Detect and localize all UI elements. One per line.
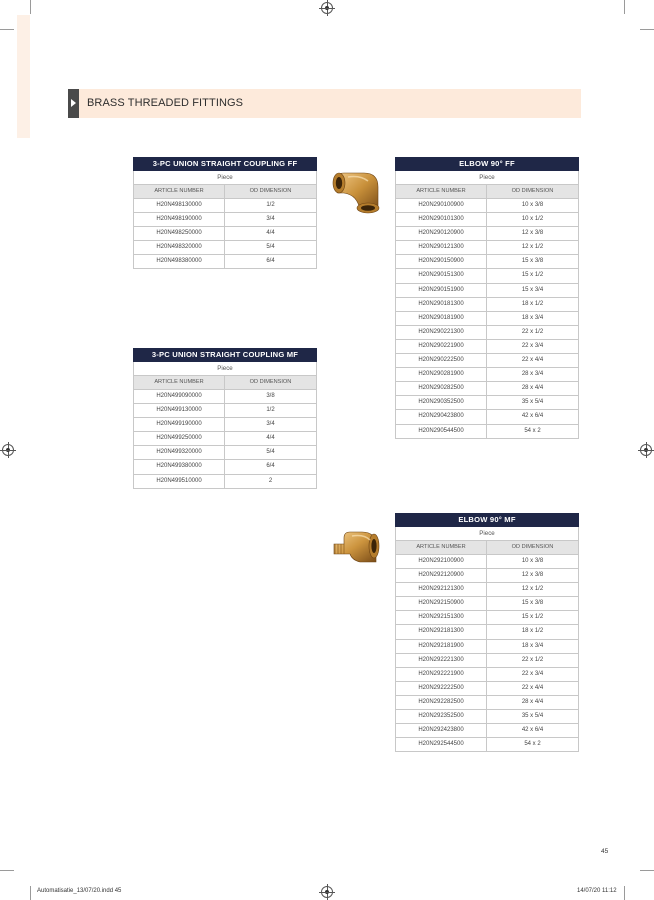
column-header-article-number: ARTICLE NUMBER	[134, 376, 225, 389]
od-dimension-cell: 3/4	[266, 421, 275, 428]
article-number-cell: H20N499130000	[134, 404, 225, 417]
table-elbow-mf	[395, 513, 579, 752]
print-slug-file: Automatisatie_13/07/20.indd 45	[37, 888, 122, 894]
article-number-cell: H20N292120900	[396, 569, 487, 582]
article-number-cell: H20N498190000	[134, 213, 225, 226]
od-dimension-cell: 15 x 1/2	[521, 272, 544, 279]
article-number-cell: H20N290101300	[396, 213, 487, 226]
od-dimension-cell: 15 x 3/4	[521, 286, 544, 293]
article-number-cell: H20N499510000	[134, 475, 225, 488]
article-number-cell: H20N292423800	[396, 724, 487, 737]
table-row	[395, 227, 579, 241]
table-unit-label: Piece	[133, 171, 317, 185]
od-dimension-cell: 15 x 3/8	[521, 258, 544, 265]
table-row	[133, 446, 317, 460]
table-title: 3-PC UNION STRAIGHT COUPLING MF	[133, 348, 317, 362]
table-row	[395, 298, 579, 312]
table-header-row	[395, 185, 579, 199]
registration-mark-icon	[321, 886, 333, 898]
registration-mark-icon	[321, 2, 333, 14]
table-row	[395, 382, 579, 396]
article-number-cell: H20N290150900	[396, 255, 487, 268]
article-number-cell: H20N498380000	[134, 255, 225, 268]
table-row	[395, 410, 579, 424]
table-unit-label: Piece	[395, 527, 579, 541]
article-number-cell: H20N292221300	[396, 654, 487, 667]
article-number-cell: H20N498320000	[134, 241, 225, 254]
article-number-cell: H20N290282500	[396, 382, 487, 395]
table-header-row	[133, 376, 317, 390]
header-arrow-icon	[68, 89, 79, 118]
section-title: BRASS THREADED FITTINGS	[87, 97, 244, 109]
od-dimension-cell: 1/2	[266, 407, 275, 414]
od-dimension-cell: 3/4	[266, 216, 275, 223]
od-dimension-cell: 12 x 1/2	[521, 586, 544, 593]
od-dimension-cell: 2	[268, 477, 273, 484]
table-row	[133, 255, 317, 269]
table-row	[395, 213, 579, 227]
article-number-cell: H20N290151300	[396, 269, 487, 282]
od-dimension-cell: 12 x 3/8	[521, 572, 544, 579]
table-row	[395, 696, 579, 710]
table-row	[395, 555, 579, 569]
od-dimension-cell: 35 x 5/4	[521, 399, 544, 406]
table-row	[395, 269, 579, 283]
column-header-article-number: ARTICLE NUMBER	[396, 541, 487, 554]
article-number-cell: H20N292100900	[396, 555, 487, 568]
registration-mark-icon	[640, 444, 652, 456]
table-row	[133, 241, 317, 255]
crop-mark	[624, 0, 625, 14]
article-number-cell: H20N292181300	[396, 625, 487, 638]
table-row	[395, 668, 579, 682]
table-row	[395, 396, 579, 410]
article-number-cell: H20N292181900	[396, 640, 487, 653]
od-dimension-cell: 18 x 1/2	[521, 300, 544, 307]
od-dimension-cell: 18 x 1/2	[521, 628, 544, 635]
table-row	[395, 724, 579, 738]
column-header-article-number: ARTICLE NUMBER	[134, 185, 225, 198]
table-row	[133, 432, 317, 446]
article-number-cell: H20N292352500	[396, 710, 487, 723]
column-header-od-dimension: OD DIMENSION	[511, 188, 554, 194]
od-dimension-cell: 18 x 3/4	[521, 314, 544, 321]
elbow-mf-fitting-image	[330, 524, 388, 566]
column-header-od-dimension: OD DIMENSION	[249, 188, 292, 194]
od-dimension-cell: 4/4	[266, 230, 275, 237]
od-dimension-cell: 54 x 2	[524, 427, 541, 434]
od-dimension-cell: 54 x 2	[524, 741, 541, 748]
table-row	[395, 368, 579, 382]
article-number-cell: H20N292221900	[396, 668, 487, 681]
article-number-cell: H20N498250000	[134, 227, 225, 240]
table-title: ELBOW 90° FF	[395, 157, 579, 171]
table-title: ELBOW 90° MF	[395, 513, 579, 527]
table-row	[133, 199, 317, 213]
table-row	[395, 425, 579, 439]
table-union-coupling-ff	[133, 157, 317, 269]
od-dimension-cell: 42 x 6/4	[521, 727, 544, 734]
od-dimension-cell: 10 x 3/8	[521, 558, 544, 564]
table-title: 3-PC UNION STRAIGHT COUPLING FF	[133, 157, 317, 171]
page-number: 45	[601, 848, 609, 855]
column-header-article-number: ARTICLE NUMBER	[396, 185, 487, 198]
od-dimension-cell: 28 x 4/4	[521, 698, 544, 705]
article-number-cell: H20N290423800	[396, 410, 487, 423]
table-row	[395, 583, 579, 597]
article-number-cell: H20N290151900	[396, 284, 487, 297]
table-row	[133, 227, 317, 241]
article-number-cell: H20N292151300	[396, 611, 487, 624]
od-dimension-cell: 15 x 1/2	[521, 614, 544, 621]
article-number-cell: H20N499090000	[134, 390, 225, 403]
article-number-cell: H20N292544500	[396, 738, 487, 751]
table-row	[395, 625, 579, 639]
crop-mark	[30, 886, 31, 900]
article-number-cell: H20N290100900	[396, 199, 487, 212]
table-row	[133, 213, 317, 227]
article-number-cell: H20N290181900	[396, 312, 487, 325]
od-dimension-cell: 3/8	[266, 393, 275, 399]
od-dimension-cell: 12 x 1/2	[521, 244, 544, 251]
article-number-cell: H20N292222500	[396, 682, 487, 695]
od-dimension-cell: 22 x 1/2	[521, 656, 544, 663]
table-row	[133, 418, 317, 432]
article-number-cell: H20N290352500	[396, 396, 487, 409]
article-number-cell: H20N499250000	[134, 432, 225, 445]
od-dimension-cell: 6/4	[266, 463, 275, 470]
od-dimension-cell: 22 x 4/4	[521, 357, 544, 364]
od-dimension-cell: 1/2	[266, 202, 275, 208]
od-dimension-cell: 6/4	[266, 258, 275, 265]
od-dimension-cell: 42 x 6/4	[521, 413, 544, 420]
table-row	[395, 682, 579, 696]
column-header-od-dimension: OD DIMENSION	[249, 379, 292, 385]
od-dimension-cell: 28 x 3/4	[521, 371, 544, 378]
table-unit-label: Piece	[133, 362, 317, 376]
article-number-cell: H20N290281900	[396, 368, 487, 381]
article-number-cell: H20N292121300	[396, 583, 487, 596]
table-row	[395, 340, 579, 354]
crop-mark	[0, 870, 14, 871]
od-dimension-cell: 35 x 5/4	[521, 713, 544, 720]
table-row	[395, 640, 579, 654]
crop-mark	[30, 0, 31, 14]
article-number-cell: H20N290181300	[396, 298, 487, 311]
registration-mark-icon	[2, 444, 14, 456]
elbow-ff-fitting-image	[330, 165, 388, 215]
table-row	[395, 611, 579, 625]
table-row	[395, 255, 579, 269]
table-row	[395, 199, 579, 213]
article-number-cell: H20N292282500	[396, 696, 487, 709]
table-header-row	[133, 185, 317, 199]
table-row	[133, 390, 317, 404]
table-row	[395, 597, 579, 611]
od-dimension-cell: 4/4	[266, 435, 275, 442]
table-union-coupling-mf	[133, 348, 317, 489]
od-dimension-cell: 5/4	[266, 449, 275, 456]
od-dimension-cell: 22 x 3/4	[521, 670, 544, 677]
od-dimension-cell: 22 x 4/4	[521, 684, 544, 691]
od-dimension-cell: 18 x 3/4	[521, 642, 544, 649]
crop-mark	[0, 29, 14, 30]
crop-mark	[640, 870, 654, 871]
table-row	[395, 710, 579, 724]
od-dimension-cell: 10 x 1/2	[521, 216, 544, 223]
article-number-cell: H20N290221900	[396, 340, 487, 353]
print-slug-date: 14/07/20 11:12	[577, 888, 617, 894]
table-row	[395, 654, 579, 668]
table-row	[395, 312, 579, 326]
table-row	[395, 284, 579, 298]
column-header-od-dimension: OD DIMENSION	[511, 544, 554, 550]
article-number-cell: H20N290120900	[396, 227, 487, 240]
od-dimension-cell: 5/4	[266, 244, 275, 251]
table-unit-label: Piece	[395, 171, 579, 185]
table-row	[395, 738, 579, 752]
table-row	[133, 404, 317, 418]
article-number-cell: H20N292150900	[396, 597, 487, 610]
article-number-cell: H20N499380000	[134, 460, 225, 473]
table-row	[133, 460, 317, 474]
table-row	[395, 326, 579, 340]
od-dimension-cell: 22 x 1/2	[521, 328, 544, 335]
table-row	[395, 354, 579, 368]
article-number-cell: H20N290221300	[396, 326, 487, 339]
article-number-cell: H20N290222500	[396, 354, 487, 367]
table-row	[133, 475, 317, 489]
crop-mark	[640, 29, 654, 30]
table-row	[395, 569, 579, 583]
table-header-row	[395, 541, 579, 555]
crop-mark	[624, 886, 625, 900]
article-number-cell: H20N499320000	[134, 446, 225, 459]
od-dimension-cell: 22 x 3/4	[521, 342, 544, 349]
od-dimension-cell: 10 x 3/8	[521, 202, 544, 208]
table-elbow-ff	[395, 157, 579, 439]
od-dimension-cell: 15 x 3/8	[521, 600, 544, 607]
side-color-strip	[17, 15, 30, 138]
article-number-cell: H20N290544500	[396, 425, 487, 438]
table-row	[395, 241, 579, 255]
article-number-cell: H20N290121300	[396, 241, 487, 254]
article-number-cell: H20N499190000	[134, 418, 225, 431]
od-dimension-cell: 28 x 4/4	[521, 385, 544, 392]
article-number-cell: H20N498130000	[134, 199, 225, 212]
od-dimension-cell: 12 x 3/8	[521, 230, 544, 237]
